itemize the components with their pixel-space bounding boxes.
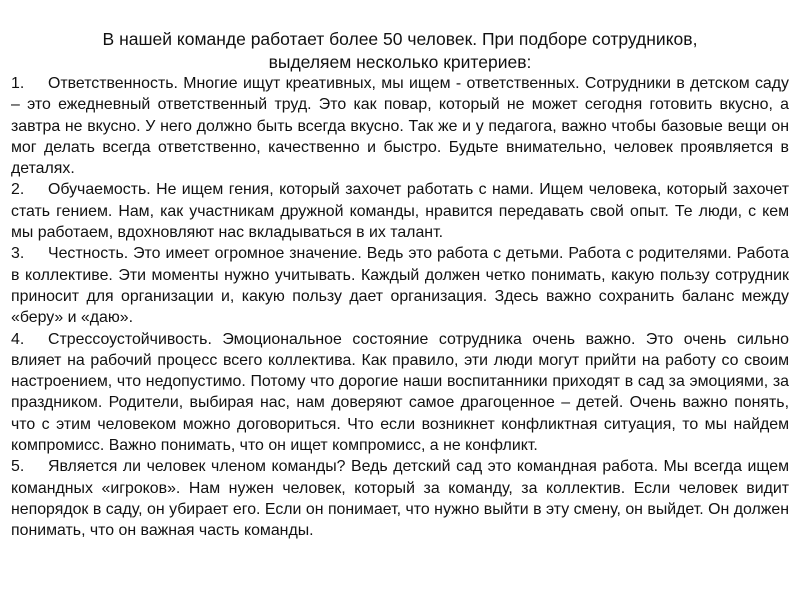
item-number: 5.	[11, 458, 25, 476]
criteria-item-1	[11, 73, 789, 179]
item-number: 4.	[11, 330, 25, 348]
criteria-item-5	[11, 456, 789, 541]
document-title	[11, 28, 789, 74]
title-line-1: В нашей команде работает более 50 человек. При подборе сотрудников,	[102, 29, 698, 49]
document-page	[11, 28, 789, 542]
item-number: 3.	[11, 245, 25, 263]
title-line-2: выделяем несколько критериев:	[268, 52, 532, 72]
item-number: 1.	[11, 75, 25, 92]
item-text: Честность. Это имеет огромное значение. Ведь это работа с детьми. Работа с родителями. Работа в коллективе. Эти моменты нужно учитывать. Каждый должен четко понимать, какую пользу сотрудник приносит для организации и, какую пользу дает организация. Здесь важно сохранить баланс между «беру» и «даю».	[11, 245, 789, 327]
criteria-item-2	[11, 179, 789, 243]
criteria-list	[11, 73, 789, 542]
item-text: Ответственность. Многие ищут креативных, мы ищем - ответственных. Сотрудники в детском саду – это ежедневный ответственный труд. Это как повар, который не может сегодня готовить вкусно, а завтра не вкусно. У него должно быть всегда вкусно. Так же и у педагога, важно чтобы базовые вещи он мог делать всегда ответственно, качественно и быстро. Будьте внимательно, человек проявляется в деталях.	[11, 75, 789, 178]
item-text: Стрессоустойчивость. Эмоциональное состояние сотрудника очень важно. Это очень сильно влияет на рабочий процесс всего коллектива. Как правило, эти люди могут прийти на работу со своим настроением, что недопустимо. Потому что дорогие наши воспитанники приходят в сад за эмоциями, за праздником. Родители, выбирая нас, нам доверяют самое драгоценное – детей. Очень важно понять, что с этим человеком можно договориться. Что если возникнет конфликтная ситуация, то мы найдем компромисс. Важно понимать, что он ищет компромисс, а не конфликт.	[11, 330, 789, 455]
item-text: Обучаемость. Не ищем гения, который захочет работать с нами. Ищем человека, который захочет стать гением. Нам, как участникам дружной команды, нравится передавать свой опыт. Те люди, с кем мы работаем, вдохновляют нас вкладываться в их талант.	[11, 181, 789, 242]
criteria-item-3	[11, 243, 789, 328]
item-text: Является ли человек членом команды? Ведь детский сад это командная работа. Мы всегда ищем командных «игроков». Нам нужен человек, который за команду, за коллектив. Если человек видит непорядок в саду, он убирает его. Если он понимает, что нужно выйти в эту смену, он выйдет. Он должен понимать, что он важная часть команды.	[11, 458, 789, 540]
item-number: 2.	[11, 181, 25, 199]
criteria-item-4	[11, 329, 789, 457]
